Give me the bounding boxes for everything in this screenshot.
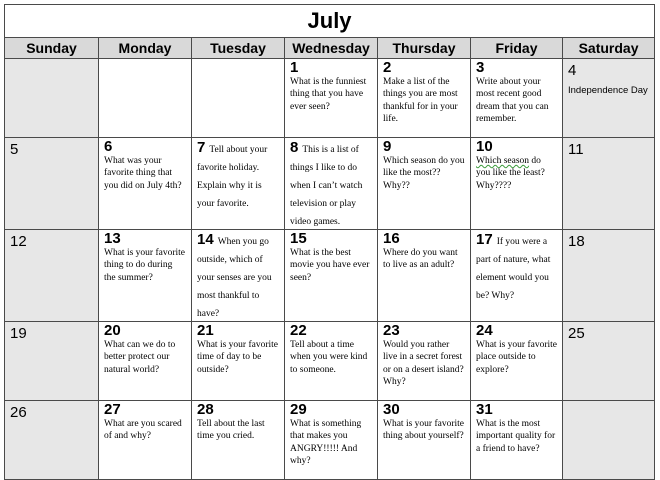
day-cell-5 (5, 138, 99, 230)
day-cell-6 (99, 138, 192, 230)
day-number: 23 (383, 322, 400, 339)
day-number: 11 (568, 141, 584, 158)
day-prompt: Tell about your favorite holiday. Explain why it is your favorite. (197, 145, 268, 209)
day-prompt: Which season do you like the most?? Why?? (383, 156, 465, 191)
day-number: 1 (290, 59, 299, 76)
day-number: 29 (290, 401, 307, 418)
day-cell-2 (378, 59, 471, 138)
day-prompt: Write about your most recent good dream that you can remember. (476, 77, 549, 125)
day-number: 30 (383, 401, 400, 418)
day-cell-26 (5, 401, 99, 480)
day-cell-29 (285, 401, 378, 480)
day-cell-30 (378, 401, 471, 480)
day-number: 21 (197, 322, 214, 339)
day-number: 6 (104, 138, 113, 155)
day-cell-21 (192, 322, 285, 401)
day-number: 8 (290, 139, 299, 156)
empty-day-cell (5, 59, 99, 138)
day-cell-28 (192, 401, 285, 480)
day-cell-15 (285, 230, 378, 322)
day-cell-22 (285, 322, 378, 401)
day-prompt: Would you rather live in a secret forest or on a desert island? Why? (383, 340, 464, 388)
day-cell-25 (563, 322, 655, 401)
day-number: 24 (476, 322, 493, 339)
day-cell-31 (471, 401, 563, 480)
day-number: 7 (197, 139, 206, 156)
week-row (5, 230, 655, 322)
weekday-thursday: Thursday (378, 38, 471, 59)
day-prompt: What is the most important quality for a friend to have? (476, 419, 556, 454)
day-number: 18 (568, 233, 585, 250)
day-number: 22 (290, 322, 307, 339)
empty-day-cell (99, 59, 192, 138)
day-number: 28 (197, 401, 214, 418)
day-number: 2 (383, 59, 392, 76)
day-number: 26 (10, 404, 27, 421)
day-cell-13 (99, 230, 192, 322)
day-cell-20 (99, 322, 192, 401)
day-prompt: When you go outside, which of your senses are you most thankful to have? (197, 237, 272, 319)
day-number: 5 (10, 141, 19, 158)
day-number: 9 (383, 138, 392, 155)
weekday-sunday: Sunday (5, 38, 99, 59)
day-cell-10 (471, 138, 563, 230)
day-cell-3 (471, 59, 563, 138)
day-prompt: What can we do to better protect our natural world? (104, 340, 176, 375)
day-cell-4 (563, 59, 655, 138)
day-prompt: Tell about the last time you cried. (197, 419, 265, 442)
day-cell-1 (285, 59, 378, 138)
day-number: 20 (104, 322, 121, 339)
day-prompt: What is your favorite place outside to explore? (476, 340, 557, 375)
day-number: 31 (476, 401, 493, 418)
week-row (5, 59, 655, 138)
holiday-label: Independence Day (568, 85, 648, 96)
day-prompt: What is your favorite thing to do during the summer? (104, 248, 185, 283)
day-cell-7 (192, 138, 285, 230)
day-prompt: What is the best movie you have ever seen? (290, 248, 370, 283)
day-number: 10 (476, 138, 493, 155)
day-number: 3 (476, 59, 485, 76)
day-cell-14 (192, 230, 285, 322)
day-prompt-rest: do you like the least? Why???? (476, 156, 545, 191)
day-prompt: Make a list of the things you are most thankful for in your life. (383, 77, 458, 125)
empty-day-cell (563, 401, 655, 480)
day-cell-11 (563, 138, 655, 230)
day-prompt: If you were a part of nature, what element would you be? Why? (476, 237, 551, 301)
day-number: 13 (104, 230, 121, 247)
day-prompt: What is your favorite time of day to be outside? (197, 340, 278, 375)
day-number: 27 (104, 401, 121, 418)
week-row (5, 322, 655, 401)
day-cell-23 (378, 322, 471, 401)
july-calendar (4, 4, 655, 480)
day-number: 16 (383, 230, 400, 247)
day-prompt: Where do you want to live as an adult? (383, 248, 458, 271)
day-number: 19 (10, 325, 27, 342)
day-cell-8 (285, 138, 378, 230)
day-cell-24 (471, 322, 563, 401)
day-number: 17 (476, 231, 493, 248)
day-prompt: What is something that makes you ANGRY!!!!! And why? (290, 419, 362, 467)
weekday-monday: Monday (99, 38, 192, 59)
day-cell-18 (563, 230, 655, 322)
weekday-tuesday: Tuesday (192, 38, 285, 59)
spellcheck-underlined-text: Which season (476, 156, 530, 166)
day-number: 4 (568, 62, 577, 79)
weekday-saturday: Saturday (563, 38, 655, 59)
day-number: 14 (197, 231, 214, 248)
week-row (5, 401, 655, 480)
weekday-wednesday: Wednesday (285, 38, 378, 59)
day-prompt: What are you scared of and why? (104, 419, 182, 442)
day-prompt (476, 155, 557, 192)
day-cell-19 (5, 322, 99, 401)
day-prompt: What is your favorite thing about yourself? (383, 419, 464, 442)
month-title: July (5, 5, 655, 38)
day-cell-12 (5, 230, 99, 322)
day-number: 25 (568, 325, 585, 342)
day-prompt: This is a list of things I like to do when I can’t watch television or play video games. (290, 145, 363, 227)
day-number: 15 (290, 230, 307, 247)
day-cell-27 (99, 401, 192, 480)
day-number: 12 (10, 233, 27, 250)
day-prompt: Tell about a time when you were kind to someone. (290, 340, 368, 375)
day-prompt: What was your favorite thing that you did on July 4th? (104, 156, 182, 191)
empty-day-cell (192, 59, 285, 138)
day-cell-16 (378, 230, 471, 322)
week-row (5, 138, 655, 230)
day-prompt: What is the funniest thing that you have ever seen? (290, 77, 367, 112)
day-cell-17 (471, 230, 563, 322)
weekday-friday: Friday (471, 38, 563, 59)
day-cell-9 (378, 138, 471, 230)
